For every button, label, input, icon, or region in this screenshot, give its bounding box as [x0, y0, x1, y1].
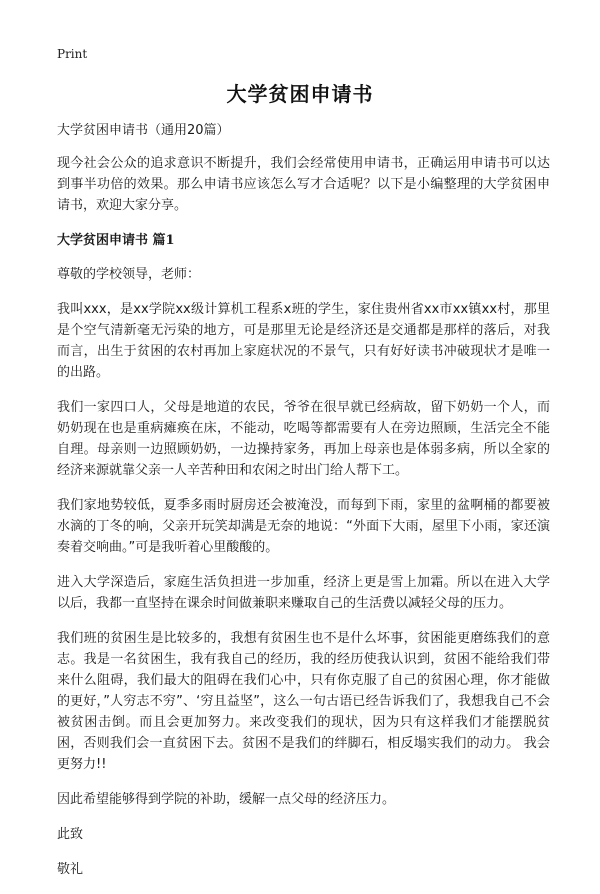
print-link[interactable]: Print	[57, 47, 88, 61]
body-paragraph: 我们家地势较低，夏季多雨时厨房还会被淹没，而每到下雨，家里的盆啊桶的都要被水滴的丁冬的响，父亲开玩笑却满是无奈的地说：“外面下大雨，屋里下小雨，家还演奏着交响曲。”可是我听着心里酸酸的。	[57, 498, 550, 555]
document-subtitle: 大学贫困申请书（通用20篇）	[57, 123, 230, 138]
document-body	[57, 120, 550, 894]
closing-line: 此致	[57, 827, 84, 842]
body-paragraph: 进入大学深造后，家庭生活负担进一步加重，经济上更是雪上加霜。所以在进入大学以后，我都一直坚持在课余时间做兼职来赚取自己的生活费以减轻父母的压力。	[57, 575, 550, 611]
body-paragraph: 我叫xxx，是xx学院xx级计算机工程系x班的学生，家住贵州省xx市xx镇xx村，那里是个空气清新毫无污染的地方，可是那里无论是经济还是交通都是那样的落后，对我而言，出生于贫困的农村再加上家庭状况的不景气，只有好好读书冲破现状才是唯一的出路。	[57, 302, 550, 380]
body-paragraph: 我们一家四口人，父母是地道的农民，爷爷在很早就已经病故，留下奶奶一个人，而奶奶现在也是重病瘫痪在床，不能动，吃喝等都需要有人在旁边照顾，生活完全不能自理。母亲则一边照顾奶奶，一边操持家务，再加上母亲也是体弱多病，所以全家的经济来源就靠父亲一人辛苦种田和农闲之时出门给人帮下工。	[57, 400, 550, 478]
section-heading	[57, 230, 550, 251]
body-paragraph: 我们班的贫困生是比较多的，我想有贫困生也不是什么坏事，贫困能更磨练我们的意志。我是一名贫困生，我有我自己的经历，我的经历使我认识到，贫困不能给我们带来什么阻碍，我们最大的阻碍在我们心中，只有你克服了自己的贫困心理，你才能做的更好，”人穷志不穷”、‘穷且益坚”，这么一句古语已经告诉我们了，我想我自己不会被贫困击倒。而且会更加努力。来改变我们的现状，因为只有这样我们才能摆脱贫困，否则我们会一直贫困下去。贫困不是我们的绊脚石，相反塌实我们的动力。 我会更努力!!	[57, 631, 550, 772]
page-title: 大学贫困申请书	[226, 82, 374, 106]
body-paragraph: 因此希望能够得到学院的补助，缓解一点父母的经济压力。	[57, 792, 396, 807]
salutation: 尊敬的学校领导，老师：	[57, 267, 201, 282]
intro-paragraph: 现今社会公众的追求意识不断提升，我们会经常使用申请书，正确运用申请书可以达到事半功倍的效果。那么申请书应该怎么写才合适呢？以下是小编整理的大学贫困申请书，欢迎大家分享。	[57, 156, 550, 213]
section-heading-number: 1	[165, 233, 175, 248]
section-heading-text: 大学贫困申请书 篇	[57, 233, 166, 248]
closing-line: 敬礼	[57, 862, 84, 877]
